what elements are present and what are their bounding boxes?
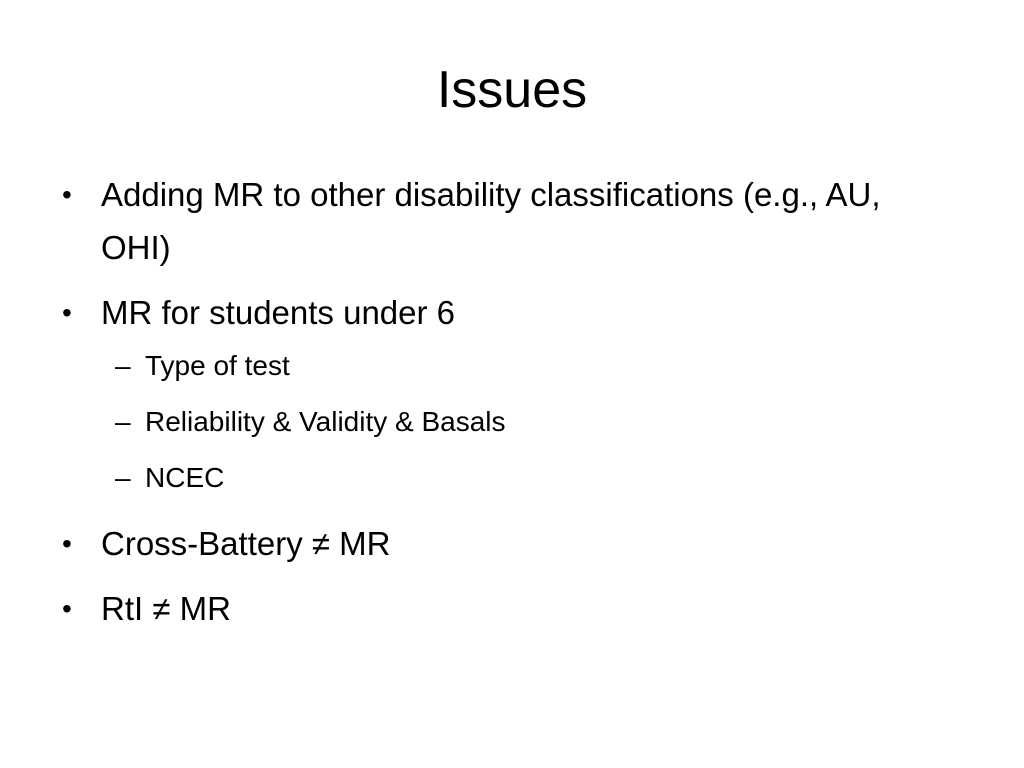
- sub-bullet-marker: –: [115, 406, 131, 437]
- sub-bullet-text: Type of test: [145, 350, 290, 381]
- sub-bullet-marker: –: [115, 462, 131, 493]
- bullet-marker: •: [62, 179, 72, 210]
- sub-bullet-text: Reliability & Validity & Basals: [145, 406, 506, 437]
- bullet-text: Cross-Battery ≠ MR: [101, 525, 391, 562]
- bullet-item: [0, 517, 1024, 570]
- bullet-text: Adding MR to other disability classifications (e.g., AU, OHI): [101, 176, 881, 266]
- bullet-marker: •: [62, 528, 72, 559]
- bullet-text: MR for students under 6: [101, 294, 456, 331]
- bullet-marker: •: [62, 297, 72, 328]
- bullet-text: RtI ≠ MR: [101, 590, 231, 627]
- bullet-item: [0, 168, 1024, 274]
- slide-title: Issues: [436, 61, 588, 119]
- sub-bullet-text: NCEC: [145, 462, 225, 493]
- bullet-item: [0, 582, 1024, 635]
- bullet-marker: •: [62, 593, 72, 624]
- sub-bullet-item: [0, 456, 1024, 499]
- bullet-list: [0, 168, 1024, 647]
- sub-bullet-item: [0, 344, 1024, 387]
- sub-bullet-marker: –: [115, 350, 131, 381]
- bullet-item: [0, 286, 1024, 339]
- sub-bullet-item: [0, 400, 1024, 443]
